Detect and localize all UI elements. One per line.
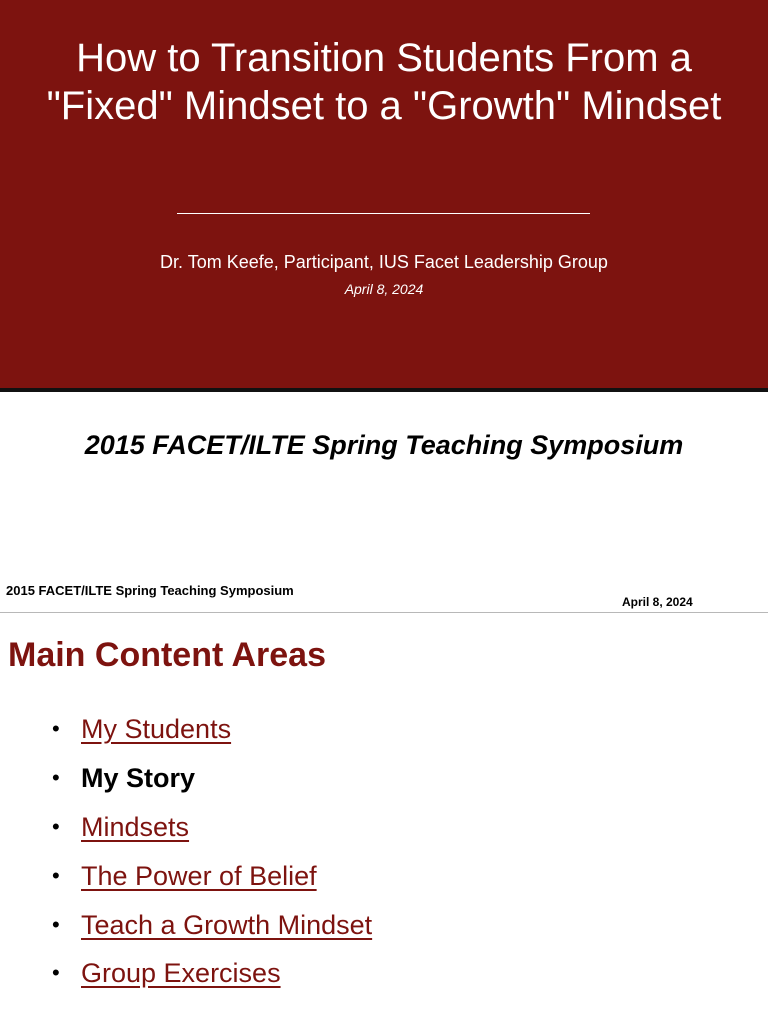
banner-divider: [177, 213, 590, 214]
title-banner: [0, 0, 768, 388]
list-item: [52, 900, 372, 949]
group-exercises-link[interactable]: Group Exercises: [81, 958, 281, 989]
banner-bottom-border: [0, 388, 768, 392]
content-areas-list: [52, 705, 372, 998]
my-students-link[interactable]: My Students: [81, 714, 232, 745]
mindsets-link[interactable]: Mindsets: [81, 811, 190, 842]
presentation-date: April 8, 2024: [344, 281, 424, 297]
bullet-icon: •: [52, 716, 60, 742]
presentation-title: How to Transition Students From a "Fixed" Mindset to a "Growth" Mindset: [46, 36, 722, 128]
bullet-icon: •: [52, 862, 60, 888]
list-item: [52, 851, 372, 900]
bullet-icon: •: [52, 813, 60, 839]
teach-growth-mindset-link[interactable]: Teach a Growth Mindset: [81, 909, 373, 940]
slide-header-title: 2015 FACET/ILTE Spring Teaching Symposium: [6, 583, 294, 598]
symposium-title: 2015 FACET/ILTE Spring Teaching Symposium: [84, 430, 684, 460]
bullet-icon: •: [52, 960, 60, 986]
author-line: Dr. Tom Keefe, Participant, IUS Facet Leadership Group: [160, 252, 608, 272]
list-item: [52, 803, 372, 852]
list-item: [52, 754, 372, 803]
my-story-label: My Story: [81, 763, 196, 794]
bullet-icon: •: [52, 911, 60, 937]
list-item: [52, 705, 372, 754]
list-item: [52, 949, 372, 998]
slide-header-date: April 8, 2024: [622, 595, 693, 609]
bullet-icon: •: [52, 765, 60, 791]
section-heading: Main Content Areas: [8, 636, 327, 674]
power-of-belief-link[interactable]: The Power of Belief: [81, 860, 317, 891]
slide-header-divider: [0, 612, 768, 613]
